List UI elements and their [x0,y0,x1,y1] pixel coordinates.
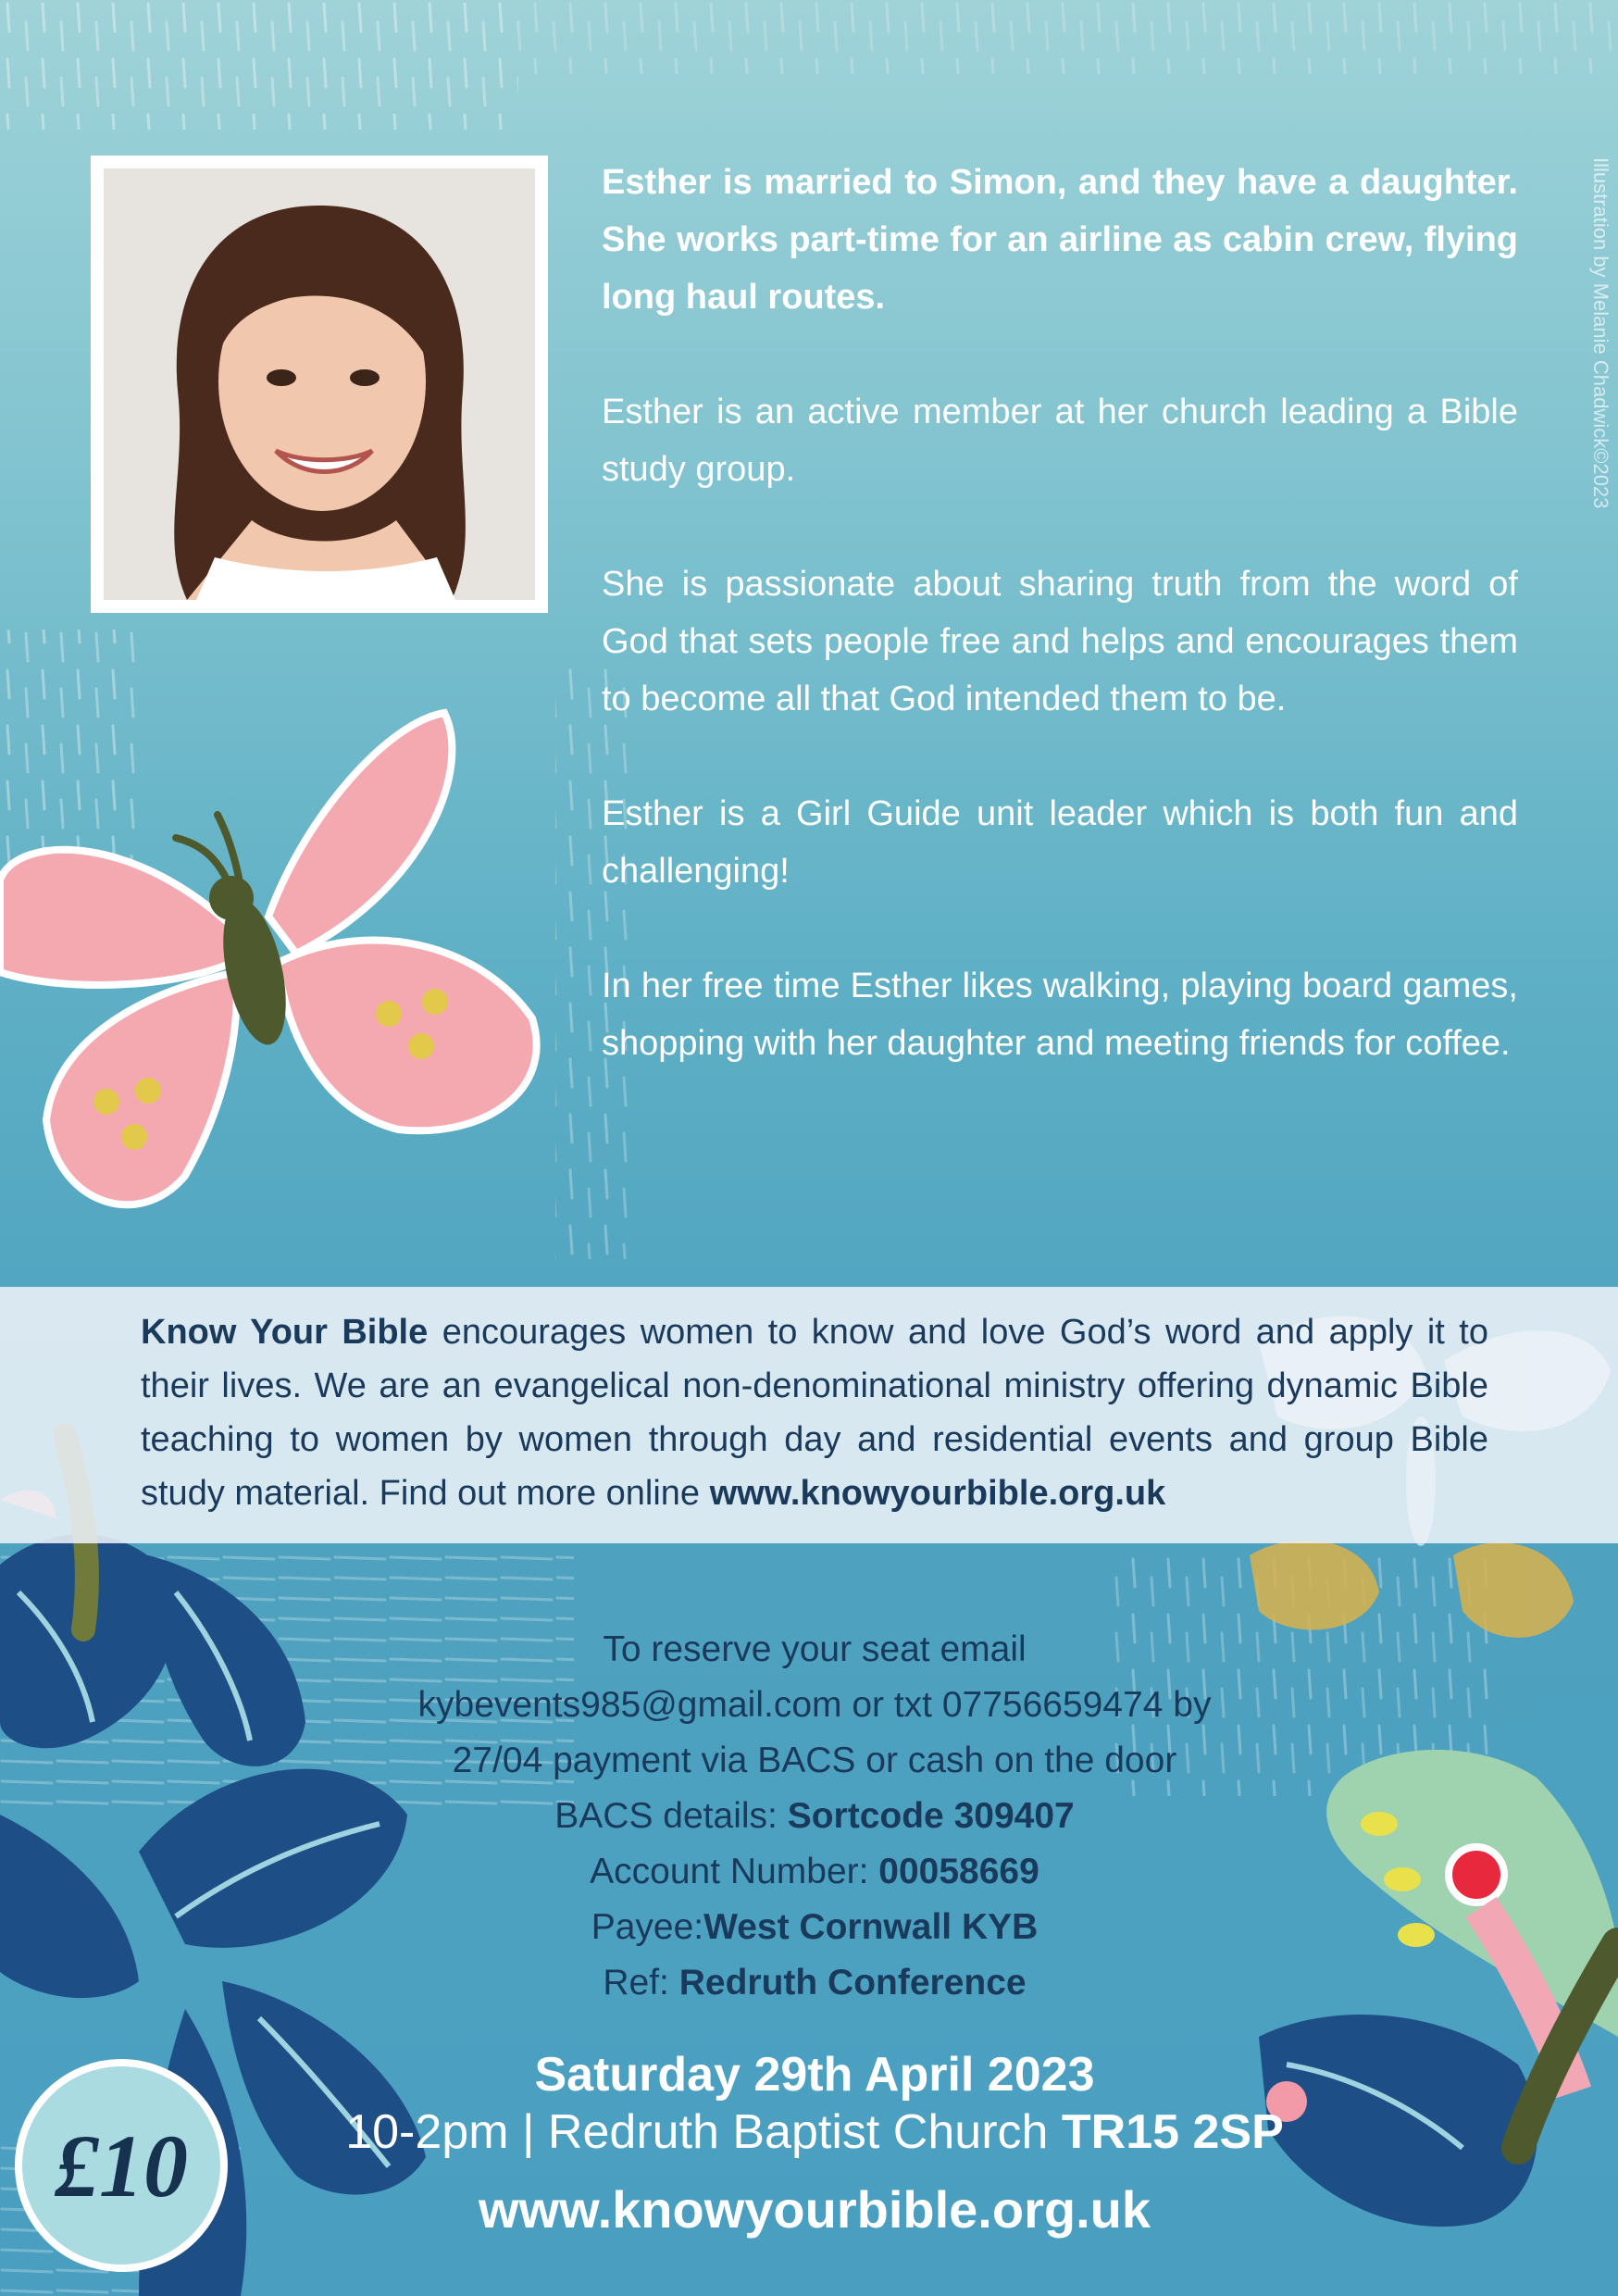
portrait-illustration [104,168,535,600]
event-time-place [241,2103,1388,2161]
event-date: Saturday 29th April 2023 [534,2048,1095,2102]
speaker-bio [602,154,1518,1129]
bacs-details [305,1789,1324,1844]
payee-label: Payee: [591,1907,704,1947]
bio-paragraph-2: Esther is an active member at her church leading a Bible study group. [602,393,1518,489]
payee-value: West Cornwall KYB [703,1907,1039,1947]
bio-paragraph-1: Esther is married to Simon, and they have a daughter. She works part-time for an airline as cabin crew, flying long haul routes. [602,163,1518,317]
organisation-name: Know Your Bible [141,1313,429,1352]
reserve-line-2: kybevents985@gmail.com or txt 07756659474 by [417,1685,1212,1725]
reference [305,1955,1324,2011]
reserve-line-3: 27/04 payment via BACS or cash on the door [452,1741,1177,1780]
payee [305,1900,1324,1955]
account-label: Account Number: [590,1852,879,1891]
event-postcode: TR15 2SP [1061,2105,1284,2159]
event-website-link[interactable]: www.knowyourbible.org.uk [479,2180,1151,2239]
about-text [141,1305,1488,1520]
event-time-venue: 10-2pm | Redruth Baptist Church [345,2105,1062,2159]
bio-paragraph-5: In her free time Esther likes walking, playing board games, shopping with her daughter and meeting friends for coffee. [602,967,1518,1063]
price-badge: £10 [15,2059,228,2272]
reserve-line-1: To reserve your seat email [603,1629,1027,1669]
about-description: encourages women to know and love God’s word and apply it to their lives. We are an evangelical non-denominational ministry offering dynamic Bible teaching to women by women through day and residential events and group Bible study material. Find out more online [141,1313,1488,1513]
reservation-details [305,1622,1324,2011]
illustration-credit: Illustration by Melanie Chadwick©2023 [1589,157,1612,509]
account-value: 00058669 [878,1852,1039,1891]
ref-value: Redruth Conference [678,1963,1027,2003]
bio-paragraph-4: Esther is a Girl Guide unit leader which is both fun and challenging! [602,794,1518,891]
about-website-link[interactable]: www.knowyourbible.org.uk [709,1474,1166,1513]
account-number [305,1844,1324,1900]
sortcode-value: Sortcode 309407 [787,1796,1075,1836]
event-details [241,2046,1388,2239]
ref-label: Ref: [603,1963,679,2003]
speaker-photo [91,156,548,613]
bio-paragraph-3: She is passionate about sharing truth from the word of God that sets people free and helps and encourages them to become all that God intended them to be. [602,565,1518,718]
bacs-label: BACS details: [554,1796,788,1836]
